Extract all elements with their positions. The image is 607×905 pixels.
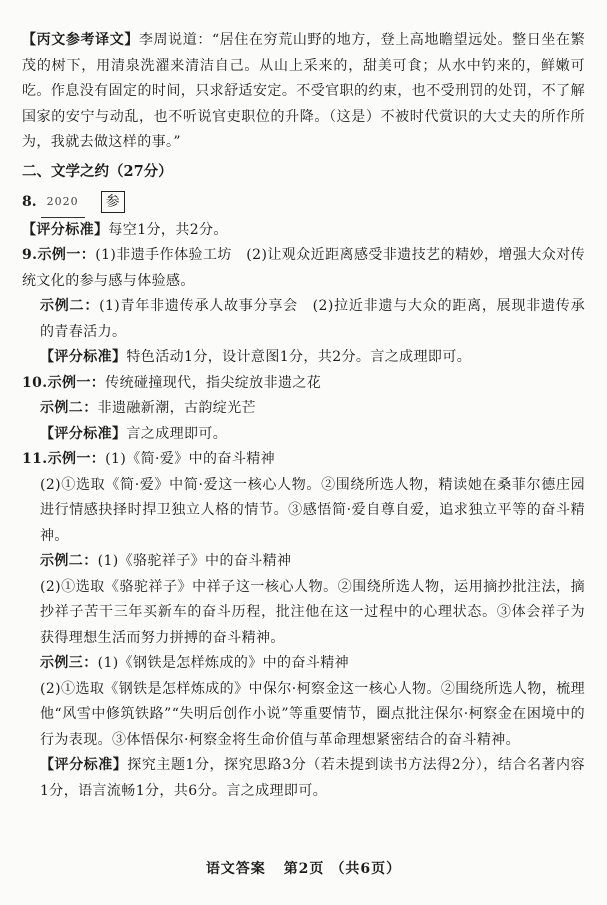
section-title: 二、文学之约（27分） [22,162,173,180]
criteria-text: 言之成理即可。 [126,425,228,442]
q11-example-1-body: (2)①选取《简·爱》中简·爱这一核心人物。②围绕所选人物，精读她在桑菲尔德庄园进行情感抉择时捍卫独立人格的情节。③感悟简·爱自尊自爱，追求独立平等的奋斗精神。 [40,476,585,544]
example-title: (1)《简·爱》中的奋斗精神 [105,451,276,467]
example-tag: 示例二： [40,400,98,416]
footer-total: （共6页） [330,861,402,877]
footer-page: 第2页 [283,861,325,877]
example-tag: 示例三： [40,655,98,671]
example-title: (1)《骆驼祥子》中的奋斗精神 [97,553,292,569]
example-text: 非遗融新潮，古韵绽光芒 [97,400,257,416]
translation-tag: 【丙文参考译文】 [22,32,139,48]
translation-paragraph [22,28,585,156]
stamp-icon: 参 [101,191,125,213]
q9-example-1 [22,243,585,294]
example-tag: 示例一： [47,374,106,391]
example-tag: 示例二： [40,298,100,314]
q9-example-2 [22,294,585,345]
criteria-tag: 【评分标准】 [40,425,127,442]
q10-example-2 [22,396,585,422]
page-footer [0,858,607,878]
q11-criteria [22,753,585,804]
footer-subject: 语文答案 [205,861,266,877]
example-text: 传统碰撞现代，指尖绽放非遗之花 [105,374,322,391]
criteria-text: 探究主题1分，探究思路3分（若未提到读书方法得2分），结合名著内容1分，语言流畅1分，共6分。言之成理即可。 [40,757,585,799]
q11-example-3-title [22,651,585,677]
question-10-number: 10. [22,374,48,391]
q10-criteria [22,422,585,448]
question-11-number: 11. [22,451,48,467]
example-title: (1)《钢铁是怎样炼成的》中的奋斗精神 [97,655,350,671]
criteria-text: 每空1分，共2分。 [108,221,228,238]
q9-criteria [22,345,585,371]
example-tag: 示例一： [37,247,96,263]
question-8 [22,187,585,218]
q11-example-2-body: (2)①选取《骆驼祥子》中祥子这一核心人物。②围绕所选人物，运用摘抄批注法，摘抄祥子苦干三年买新车的奋斗历程，批注他在这一过程中的心理状态。③体会祥子为获得理想生活而努力拼搏的奋斗精神。 [40,578,585,646]
criteria-tag: 【评分标准】 [40,349,127,365]
criteria-tag: 【评分标准】 [40,757,128,773]
criteria-tag: 【评分标准】 [22,221,109,238]
q10-example-1 [22,371,585,397]
question-8-blank: 2020 [41,187,85,218]
example-tag: 示例二： [40,553,98,569]
criteria-text: 特色活动1分，设计意图1分，共2分。言之成理即可。 [126,349,472,365]
question-8-number: 8. [22,194,37,210]
question-9-number: 9. [22,247,38,263]
q11-example-2-title [22,549,585,575]
translation-text: 李周说道：“居住在穷荒山野的地方，登上高地瞻望远处。整日坐在繁茂的树下，用清泉洗濯来清洁自己。从山上采来的，甜美可食；从水中钓来的，鲜嫩可吃。作息没有固定的时间，只求舒适安定。不受官职的约束，也不受刑罚的处罚，不了解国家的安宁与动乱，也不听说官吏职位的升降。（这是）不被时代赏识的大丈夫的所作所为，我就去做这样的事。” [22,32,585,150]
example-tag: 示例一： [47,451,106,467]
q11-example-1-title [22,447,585,473]
q8-criteria [22,218,585,244]
q11-example-3-body: (2)①选取《钢铁是怎样炼成的》中保尔·柯察金这一核心人物。②围绕所选人物，梳理他“风雪中修筑铁路”“失明后创作小说”等重要情节，圈点批注保尔·柯察金在困境中的行为表现。③体悟保尔·柯察金将生命价值与革命理想紧密结合的奋斗精神。 [40,680,585,748]
example-text: (1)非遗手作体验工坊 (2)让观众近距离感受非遗技艺的精妙，增强大众对传统文化的参与感与体验感。 [22,247,585,289]
example-text: (1)青年非遗传承人故事分享会 (2)拉近非遗与大众的距离，展现非遗传承的青春活力。 [40,298,585,340]
